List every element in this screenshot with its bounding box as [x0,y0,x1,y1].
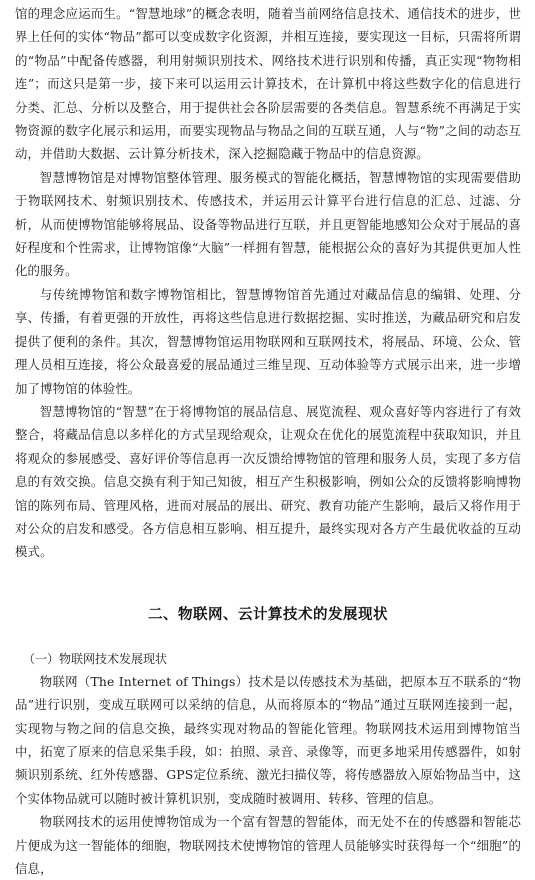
body-paragraph: 馆的理念应运而生。“智慧地球”的概念表明，随着当前网络信息技术、通信技术的进步，世界上任何的实体“物品”都可以变成数字化资源，并相互连接，要实现这一目标，只需将所谓的“物品”中配备传感器，利用射频识别技术、网络技术进行识别和传播，真正实现“物物相连”；而这只是第一步，接下来可以运用云计算技术，在计算机中将这些数字化的信息进行分类、汇总、分析以及整合，用于提供社会各阶层需要的各类信息。智慧系统不再满足于实物资源的数字化展示和运用，而要实现物品与物品之间的互联互通，人与“物”之间的动态互动，并借助大数据、云计算分析技术，深入挖掘隐藏于物品中的信息资源。 [15,6,521,162]
body-paragraph: 智慧博物馆是对博物馆整体管理、服务模式的智能化概括，智慧博物馆的实现需要借助于物联网技术、射频识别技术、传感技术，并运用云计算平台进行信息的汇总、过滤、分析，从而使博物馆能够将展品、设备等物品进行互联，并且更智能地感知公众对于展品的喜好程度和个性需求，让博物馆像“大脑”一样拥有智慧，能根据公众的喜好为其提供更加人性化的服务。 [15,169,521,279]
sub-heading: （一）物联网技术发展现状 [23,651,168,666]
body-paragraph: 与传统博物馆和数字博物馆相比，智慧博物馆首先通过对藏品信息的编辑、处理、分享、传播，有着更强的开放性，再将这些信息进行数据挖掘、实时推送，为藏品研究和启发提供了便利的条件。其次，智慧博物馆运用物联网和互联网技术，将展品、环境、公众、管理人员相互连接，将公众最喜爱的展品通过三维呈现、互动体验等方式展示出来，进一步增加了博物馆的体验性。 [15,286,521,396]
body-paragraph: 物联网（The Internet of Things）技术是以传感技术为基础，把原本互不联系的“物品”进行识别，变成互联网可以采纳的信息，从而将原本的“物品”通过互联网连接到一起，实现物与物之间的信息交换，最终实现对物品的智能化管理。物联网技术运用到博物馆当中，拓宽了原来的信息采集手段，如：拍照、录音、录像等，而更多地采用传感器件，如射频识别系统、红外传感器、GPS定位系统、激光扫描仪等，将传感器放入原始物品当中，这个实体物品就可以随时被计算机识别，变成随时被调用、转移、管理的信息。 [15,673,521,806]
section-heading: 二、物联网、云计算技术的发展现状 [148,606,388,623]
body-paragraph: 智慧博物馆的“智慧”在于将博物馆的展品信息、展览流程、观众喜好等内容进行了有效整合，将藏品信息以多样化的方式呈现给观众，让观众在优化的展览流程中获取知识，并且将观众的参展感受、喜好评价等信息再一次反馈给博物馆的管理和服务人员，实现了多方信息的有效交换。信息交换有利于知己知彼，相互产生积极影响，例如公众的反馈将影响博物馆的陈列布局、管理风格，进而对展品的展出、研究、教育功能产生影响，最后又将作用于对公众的启发和感受。各方信息相互影响、相互提升，最终实现对各方产生最优收益的互动模式。 [15,403,521,560]
body-paragraph: 物联网技术的运用使博物馆成为一个富有智慧的智能体，而无处不在的传感器和智能芯片便成为这一智能体的细胞，物联网技术使博物馆的管理人员能够实时获得每一个“细胞”的信息， [15,814,521,876]
